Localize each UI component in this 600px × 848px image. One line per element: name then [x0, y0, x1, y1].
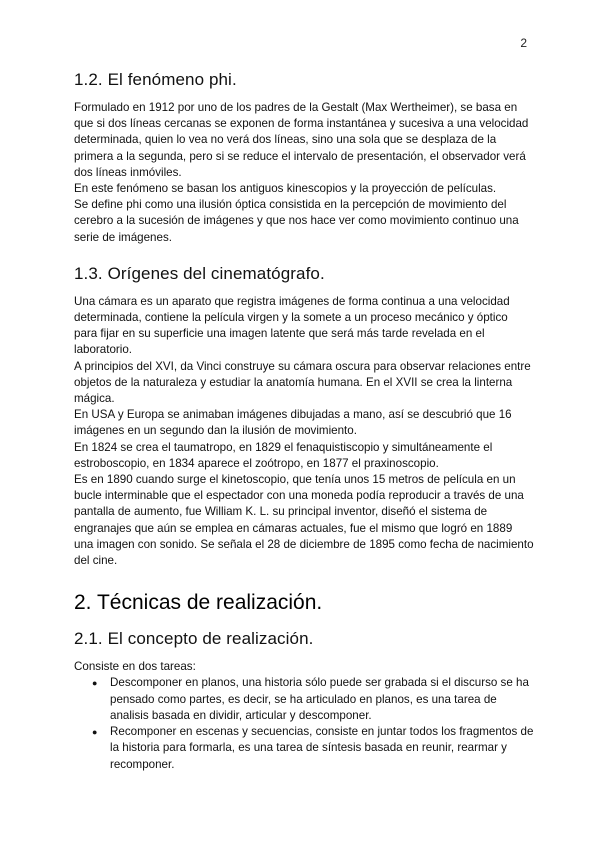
paragraph: En 1824 se crea el taumatropo, en 1829 el fenaquistiscopio y simultáneamente el estroboscopio, en 1834 aparece el zoótropo, en 1877 el praxinoscopio. [74, 440, 493, 470]
chapter-heading: 2. Técnicas de realización. [74, 591, 323, 615]
document-body [74, 70, 534, 773]
paragraph: Formulado en 1912 por uno de los padres de la Gestalt (Max Wertheimer), se basa en que si dos líneas cercanas se exponen de forma instantánea y sucesiva a una velocidad determinada, quien lo vea no verá dos líneas, sino una sola que se desplaza de la primera a la segunda, pero si se reduce el intervalo de presentación, el observador verá dos líneas inmóviles. [74, 101, 529, 179]
page-number: 2 [520, 36, 527, 50]
paragraph: Se define phi como una ilusión óptica consistida en la percepción de movimiento del cerebro a la sucesión de imágenes y que nos hace ver como movimiento continuo una serie de imágenes. [74, 198, 519, 244]
section-concepto-realizacion [74, 629, 534, 772]
paragraph: Es en 1890 cuando surge el kinetoscopio, que tenía unos 15 metros de película en un bucle interminable que el espectador con una moneda podía reproducir a través de una pantalla de aumento, fue William K. L. su principal inventor, diseñó el sistema de engranajes que aún se emplea en cámaras actuales, fue el mismo que logró en 1889 una imagen con sonido. Se señala el 28 de diciembre de 1895 como fecha de nacimiento del cine. [74, 473, 534, 568]
paragraph: Consiste en dos tareas: [74, 660, 196, 674]
paragraph: A principios del XVI, da Vinci construye su cámara oscura para observar relaciones entre objetos de la naturaleza y estudiar la anatomía humana. En el XVII se crea la linterna mágica. [74, 359, 531, 406]
bullet-list [74, 675, 534, 772]
section-heading: 1.3. Orígenes del cinematógrafo. [74, 263, 325, 283]
section-origenes-cinematografo [74, 264, 534, 569]
paragraph: En este fenómeno se basan los antiguos kinescopios y la proyección de películas. [74, 182, 497, 196]
paragraph: En USA y Europa se animaban imágenes dibujadas a mano, así se descubrió que 16 imágenes en un segundo dan la ilusión de movimiento. [74, 408, 512, 438]
section-heading: 1.2. El fenómeno phi. [74, 70, 237, 89]
list-item: ● Descomponer en planos, una historia sólo puede ser grabada si el discurso se ha pensado como partes, es decir, se ha articulado en planos, es una tarea de analisis basada en dividir, articular y descomponer. [110, 675, 534, 724]
list-item: ● Recomponer en escenas y secuencias, consiste en juntar todos los fragmentos de la historia para formarla, es una tarea de síntesis basada en reunir, rearmar y recomponer. [110, 724, 534, 773]
section-heading: 2.1. El concepto de realización. [74, 629, 314, 649]
section-fenomeno-phi [74, 70, 534, 246]
section-tecnicas-realizacion [74, 591, 534, 615]
paragraph: Una cámara es un aparato que registra imágenes de forma continua a una velocidad determinada, contiene la película virgen y la somete a un proceso mecánico y óptico para fijar en su superficie una imagen latente que será más tarde revelada en el laboratorio. [74, 294, 510, 357]
